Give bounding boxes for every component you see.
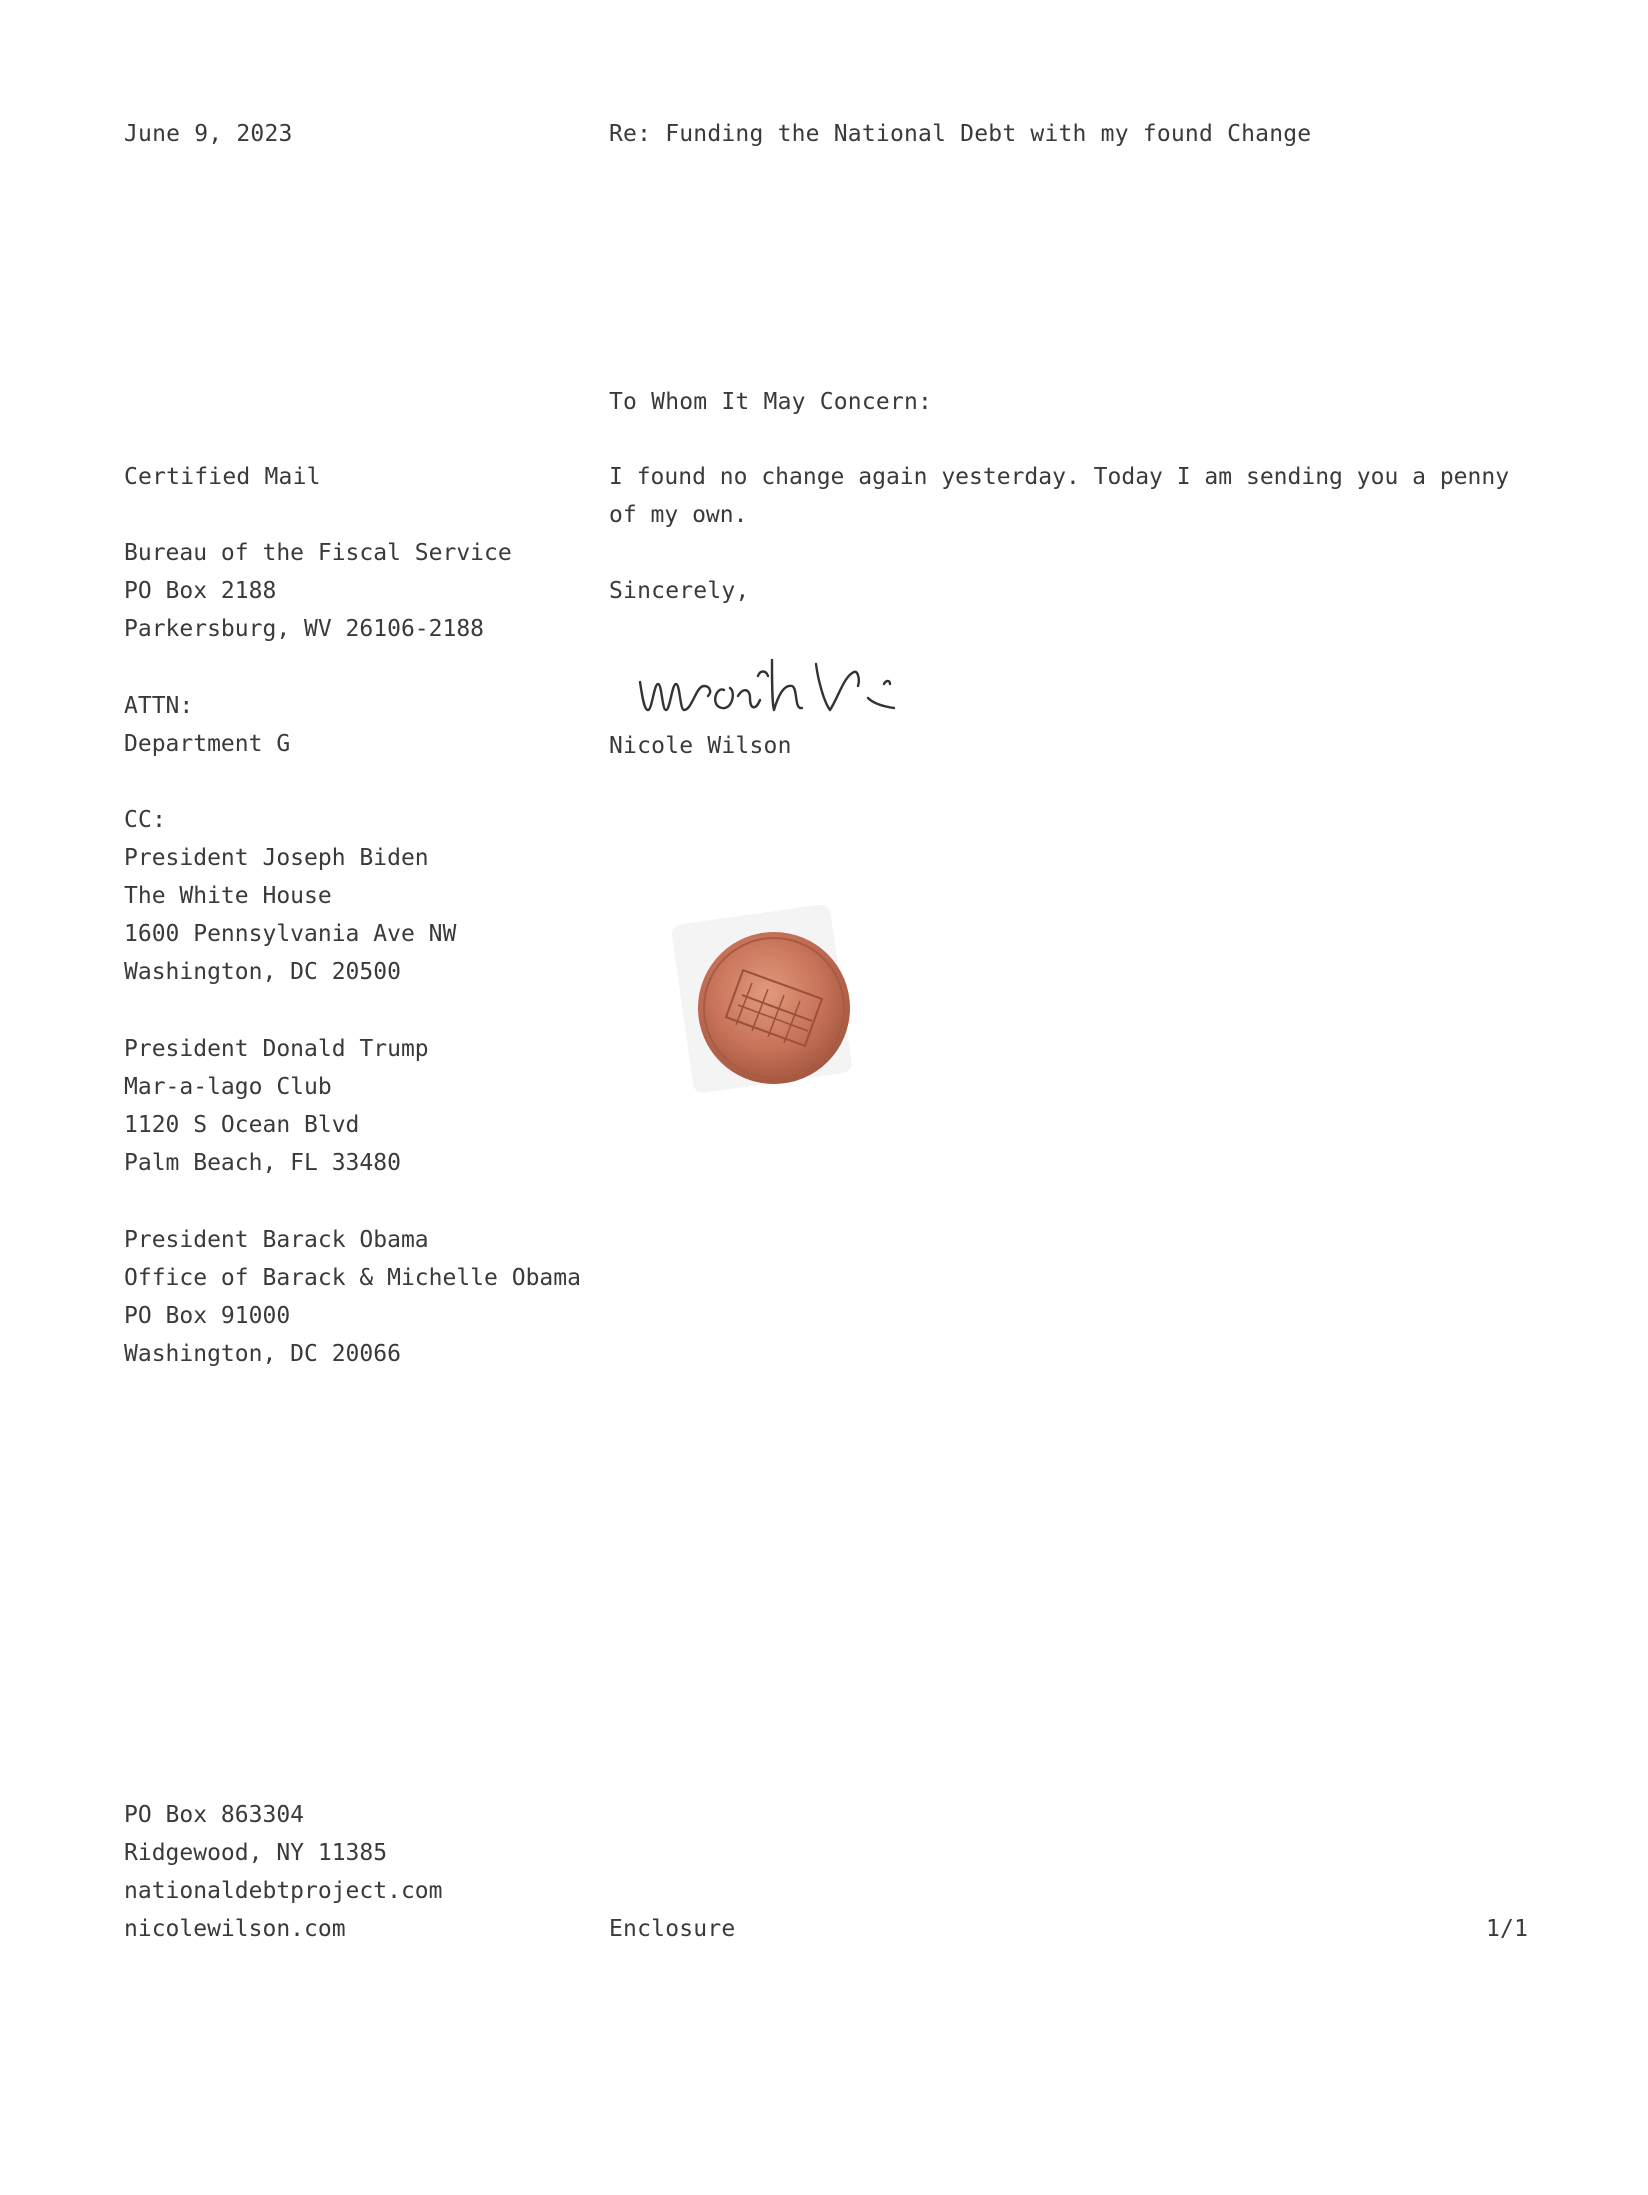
attn-label: ATTN:: [124, 693, 194, 719]
sender-address: [124, 1796, 443, 1948]
cc-address: [124, 839, 456, 991]
penny-coin-image: [672, 905, 862, 1095]
address-line: President Donald Trump: [124, 1036, 429, 1062]
signature-image: [632, 640, 972, 730]
attn-department: Department G: [124, 731, 291, 757]
address-line: Washington, DC 20500: [124, 959, 401, 985]
address-line: Washington, DC 20066: [124, 1341, 401, 1367]
closing: Sincerely,: [609, 578, 750, 604]
address-line: Office of Barack & Michelle Obama: [124, 1265, 581, 1291]
letter-subject: Re: Funding the National Debt with my found Change: [609, 121, 1312, 147]
salutation: To Whom It May Concern:: [609, 389, 933, 415]
address-line: PO Box 2188: [124, 578, 277, 604]
address-line: 1600 Pennsylvania Ave NW: [124, 921, 457, 947]
address-line: President Barack Obama: [124, 1227, 429, 1253]
cc-address: [124, 1030, 429, 1182]
letter-body: [609, 458, 1509, 534]
signer-name: Nicole Wilson: [609, 733, 792, 759]
body-line: of my own.: [609, 502, 748, 528]
address-line: Parkersburg, WV 26106-2188: [124, 616, 485, 642]
website-link[interactable]: nicolewilson.com: [124, 1916, 346, 1942]
address-line: Bureau of the Fiscal Service: [124, 540, 512, 566]
cc-label: CC:: [124, 807, 167, 833]
body-line: I found no change again yesterday. Today I am sending you a penny: [609, 464, 1510, 490]
website-link[interactable]: nationaldebtproject.com: [124, 1878, 443, 1904]
enclosure-note: Enclosure: [609, 1916, 736, 1942]
address-line: PO Box 91000: [124, 1303, 291, 1329]
delivery-method: Certified Mail: [124, 464, 321, 490]
address-line: Mar-a-lago Club: [124, 1074, 332, 1100]
address-line: PO Box 863304: [124, 1802, 305, 1828]
attention-block: [124, 687, 290, 763]
address-line: Palm Beach, FL 33480: [124, 1150, 401, 1176]
address-line: President Joseph Biden: [124, 845, 429, 871]
address-line: Ridgewood, NY 11385: [124, 1840, 388, 1866]
cc-address: [124, 1221, 581, 1373]
address-line: 1120 S Ocean Blvd: [124, 1112, 360, 1138]
letter-date: June 9, 2023: [124, 121, 293, 147]
page-number: 1/1: [1486, 1916, 1529, 1942]
address-line: The White House: [124, 883, 332, 909]
recipient-address: [124, 534, 512, 648]
